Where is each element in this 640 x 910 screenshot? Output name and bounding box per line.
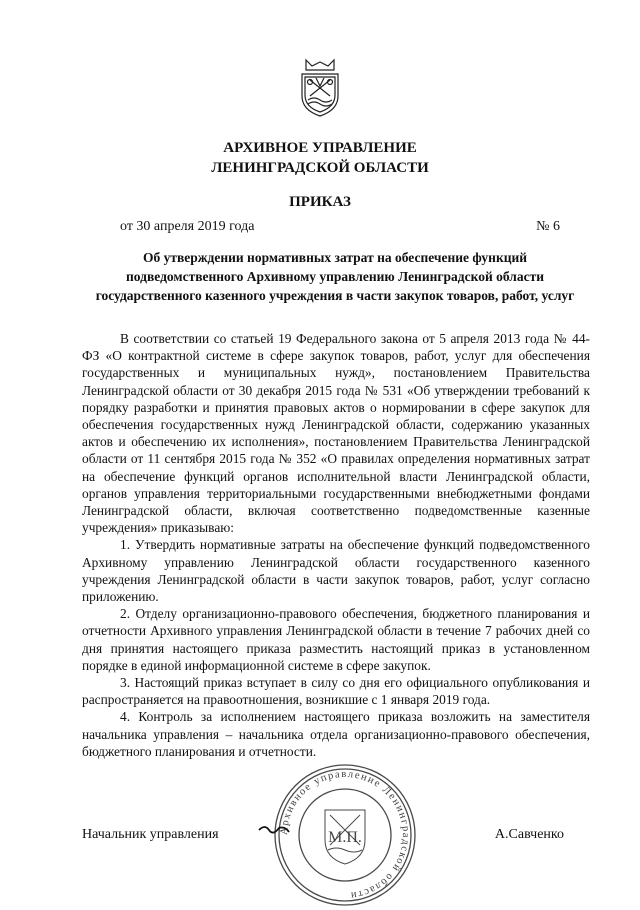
subject-line-1: Об утверждении нормативных затрат на обеспечение функций [142,250,528,265]
stamp-center-text: М.П. [328,829,362,846]
signatory-title: Начальник управления [82,827,219,842]
document-subject [70,248,600,305]
organization-name [0,138,640,178]
organization-line-2: ЛЕНИНГРАДСКОЙ ОБЛАСТИ [211,160,429,176]
item-4-paragraph: 4. Контроль за исполнением настоящего приказа возложить на заместителя начальника управления – начальника отдела организационно-правового обеспечения, бюджетного планирования и отчетности. [82,709,590,759]
preamble-paragraph: В соответствии со статьей 19 Федерального закона от 5 апреля 2013 года № 44-ФЗ «О контрактной системе в сфере закупок товаров, работ, услуг для обеспечения государственных и муниципальных нужд», постановлением Правительства Ленинградской области от 30 декабря 2015 года № 531 «Об утверждении требований к порядку разработки и принятия правовых актов о нормировании в сфере закупок для обеспечения государственных нужд Ленинградской области, содержанию указанных актов и обеспечению их исполнения», постановлением Правительства Ленинградской области от 11 сентября 2015 года № 352 «О правилах определения нормативных затрат на обеспечение функций органов исполнительной власти Ленинградской области, органов управления территориальными государственными внебюджетными фондами Ленинградской области, включая соответственно подведомственные казенные учреждения» приказываю: [82,331,590,536]
item-1-paragraph: 1. Утвердить нормативные затраты на обеспечение функций подведомственного Архивному управлению Ленинградской области государственного казенного учреждения Ленинградской области в части закупок товаров, работ, услуг согласно приложению. [82,537,590,605]
document-date: от 30 апреля 2019 года [120,219,255,234]
document-number: № 6 [536,219,560,234]
document-body [82,330,590,760]
item-3-paragraph: 3. Настоящий приказ вступает в силу со дня его официального опубликования и распространяется на правоотношения, возникшие с 1 января 2019 года. [82,675,590,708]
item-2-paragraph: 2. Отделу организационно-правового обеспечения, бюджетного планирования и отчетности Архивного управления Ленинградской области в течение 7 рабочих дней со дня принятия настоящего приказа разместить настоящий приказ в установленном порядке в единой информационной системе в сфере закупок. [82,606,590,673]
stamp-ring-text: Архивное управление Ленинградской области [278,768,412,901]
subject-line-3: государственного казенного учреждения в части закупок товаров, работ, услуг [95,288,575,303]
handwritten-signature [255,818,295,838]
signatory-name: А.Савченко [494,827,564,842]
coat-of-arms-icon [298,56,342,118]
organization-line-1: АРХИВНОЕ УПРАВЛЕНИЕ [223,140,417,156]
document-type: ПРИКАЗ [289,194,351,210]
subject-line-2: подведомственного Архивному управлению Ленинградской области [126,269,544,284]
